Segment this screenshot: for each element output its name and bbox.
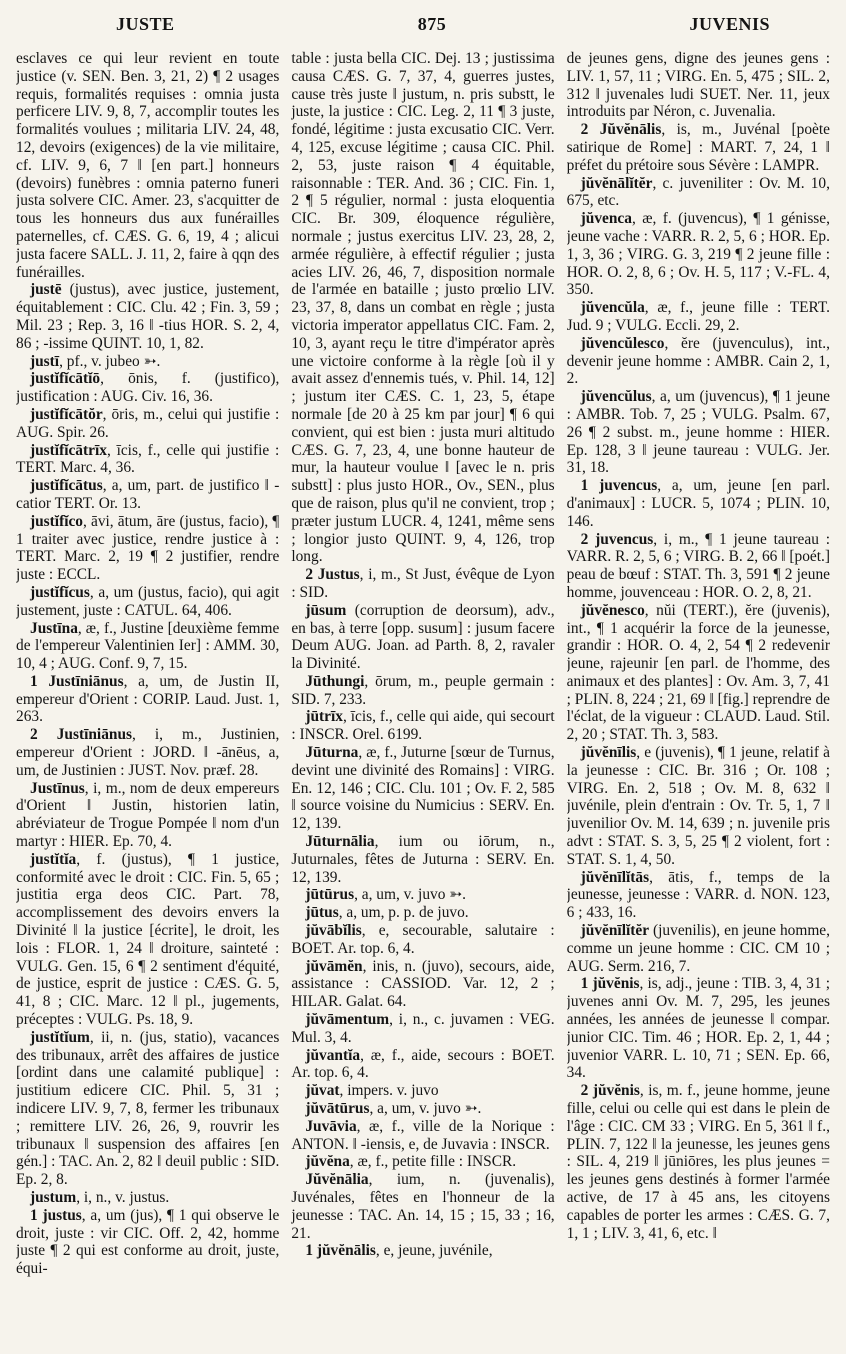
dictionary-entry bbox=[291, 922, 554, 958]
entry-headword: Jūturna bbox=[305, 744, 359, 762]
entry-headword: 1 justus bbox=[30, 1206, 82, 1224]
dictionary-entry bbox=[291, 1153, 554, 1171]
entry-headword: justĭfĭcātrīx bbox=[30, 441, 107, 459]
entry-definition: , e, secourable, salutaire : BOET. Ar. top. 6, 4. bbox=[291, 922, 555, 957]
dictionary-entry bbox=[291, 1118, 554, 1154]
entry-definition: , c. juveniliter : Ov. M. 10, 675, etc. bbox=[566, 174, 830, 210]
entry-headword: justĭfĭcātŏr bbox=[30, 405, 103, 423]
entry-definition: , a, um (jus), ¶ 1 qui observe le droit, juste : vir CIC. Off. 2, 42, homme juste ¶ 2 qui est conforme au droit, juste, équi- bbox=[16, 1206, 280, 1278]
dictionary-entry bbox=[291, 744, 554, 833]
dictionary-entry bbox=[567, 1082, 830, 1242]
entry-headword: jŭvencŭlesco bbox=[580, 334, 665, 352]
entry-headword: 2 jŭvĕnis bbox=[580, 1082, 640, 1100]
dictionary-entry bbox=[567, 922, 830, 975]
dictionary-entry bbox=[291, 50, 554, 566]
entry-headword: jŭvĕnesco bbox=[580, 601, 645, 619]
entry-definition: , a, um, v. juvo ➳. bbox=[369, 1100, 482, 1118]
dictionary-entry bbox=[16, 281, 279, 352]
entry-headword: jŭvat bbox=[305, 1082, 340, 1100]
entry-definition: , a, um, de Justin II, empereur d'Orient : CORIP. Laud. Just. 1, 263. bbox=[16, 672, 280, 726]
entry-headword: Juvāvia bbox=[305, 1117, 357, 1135]
entry-headword: jŭvāmentum bbox=[305, 1011, 390, 1029]
entry-headword: 2 Justīniānus bbox=[30, 726, 133, 744]
entry-definition: , pf., v. jubeo ➳. bbox=[59, 352, 161, 370]
dictionary-entry bbox=[16, 370, 279, 406]
entry-headword: Justīnus bbox=[30, 779, 85, 797]
entry-definition: , æ, f. (juvencus), ¶ 1 génisse, jeune vache : VARR. R. 2, 5, 6 ; HOR. Ep. 1, 3, 36 ; VIRG. G. 3, 219 ¶ 2 jeune fille : HOR. O. 2, 8, 6 ; Ov. H. 5, 117 ; V.-FL. 4, 350. bbox=[566, 210, 830, 299]
entry-headword: jŭvencŭlus bbox=[580, 388, 652, 406]
entry-definition: , æ, f., ville de la Norique : ANTON. ‖ -iensis, e, de Juvavia : INSCR. bbox=[291, 1117, 555, 1153]
dictionary-entry bbox=[567, 477, 830, 530]
entry-headword: 2 Justus bbox=[305, 566, 360, 584]
entry-definition: , e (juvenis), ¶ 1 jeune, relatif à la jeunesse : CIC. Br. 316 ; Or. 108 ; VIRG. En. 2, 518 ; Ov. M. 8, 632 ‖ juvénile, plein d'entrain : Ov. Tr. 5, 1, 7 ‖ juvenilior Ov. M. 14, 639 ; n. juvenile pris advt : STAT. S. 3, 5, 25 ¶ 2 violent, fort : STAT. S. 1, 4, 50. bbox=[566, 744, 830, 868]
dictionary-entry bbox=[16, 726, 279, 779]
dictionary-entry bbox=[291, 1242, 554, 1260]
entry-definition: , ii, n. (jus, statio), vacances des tribunaux, arrêt des affaires de justice [ordint dans une calamité publique] : justitium edicere CIC. Phil. 5, 31 ; indicere LIV. 9, 7, 8, fermer les tribunaux ; remittere LIV. 26, 26, 9, rouvrir les tribunaux ‖ suspension des affaires [en gén.] : TAC. An. 2, 82 ‖ deuil public : SID. Ep. 2, 8. bbox=[16, 1028, 280, 1189]
entry-definition: , æ, f., Juturne [sœur de Turnus, devint une divinité des Romains] : VIRG. En. 12, 146 ; CIC. Clu. 101 ; Ov. F. 2, 585 ‖ source voisine du Numicius : SERV. En. 12, 139. bbox=[291, 744, 555, 833]
entry-headword: justĭfĭco bbox=[30, 512, 84, 530]
entry-headword: justĭfĭcus bbox=[30, 583, 90, 601]
dictionary-entry bbox=[567, 335, 830, 388]
entry-definition: , æ, f., Justine [deuxième femme de l'empereur Valentinien Ier] : AMM. 30, 10, 4 ; AUG. Conf. 9, 7, 15. bbox=[16, 619, 280, 673]
entry-definition: esclaves ce qui leur revient en toute justice (v. SEN. Ben. 3, 21, 2) ¶ 2 usages requis, formalités requises : omnia justa perficere LIV. 9, 8, 7, accomplir toutes les formalités voulues ; militaria LIV. 24, 48, 12, devoirs (exigences) de la vie militaire, cf. LIV. 9, 6, 7 ‖ [en part.] honneurs (devoirs) funèbres : omnia paterno funeri justa solvere CIC. Amer. 23, s'acquitter de tous les honneurs dus aux funérailles paternelles, cf. CÆS. G. 6, 19, 4 ; alicui justa facere SALL. J. 11, 2, faire à qqn des funérailles. bbox=[16, 50, 280, 281]
entry-headword: jŭvantĭa bbox=[305, 1046, 361, 1064]
entry-definition: , is, m., Juvénal [poète satirique de Rome] : MART. 7, 24, 1 ‖ préfet du prétoire sous Sévère : LAMPR. bbox=[566, 121, 830, 174]
dictionary-entry bbox=[16, 442, 279, 478]
dictionary-entry bbox=[567, 50, 830, 121]
entry-headword: 1 jŭvĕnis bbox=[580, 975, 640, 993]
entry-definition: , i, m., Justinien, empereur d'Orient : JORD. ‖ -ānēus, a, um, de Justinien : JUST. Nov. præf. 28. bbox=[16, 726, 280, 779]
dictionary-entry bbox=[567, 869, 830, 922]
entry-headword: jŭvĕnīlis bbox=[580, 744, 637, 762]
dictionary-entry bbox=[291, 602, 554, 673]
dictionary-entry bbox=[16, 406, 279, 442]
dictionary-entry bbox=[16, 50, 279, 281]
dictionary-entry bbox=[291, 673, 554, 709]
entry-definition: , ium ou iōrum, n., Juturnales, fêtes de Juturna : SERV. En. 12, 139. bbox=[291, 833, 555, 886]
entry-definition: , ātis, f., temps de la jeunesse, jeunesse : VARR. d. NON. 123, 6 ; 433, 16. bbox=[566, 868, 830, 922]
entry-headword: justĭfĭcātĭō bbox=[30, 370, 101, 388]
entry-headword: justĭtĭum bbox=[30, 1028, 90, 1046]
dictionary-entry bbox=[291, 1082, 554, 1100]
dictionary-entry bbox=[16, 1189, 279, 1207]
dictionary-entry bbox=[16, 1029, 279, 1189]
entry-headword: jŭvencŭla bbox=[580, 299, 645, 317]
entry-definition: , a, um, v. juvo ➳. bbox=[354, 886, 467, 904]
entry-definition: , æ, f., aide, secours : BOET. Ar. top. 6, 4. bbox=[291, 1046, 555, 1082]
columns bbox=[16, 50, 830, 1350]
entry-definition: , impers. v. juvo bbox=[339, 1082, 439, 1100]
dictionary-entry bbox=[291, 708, 554, 744]
entry-headword: Justīna bbox=[30, 619, 78, 637]
entry-headword: jŭvābĭlis bbox=[305, 922, 362, 940]
entry-definition: , nŭi (TERT.), ĕre (juvenis), int., ¶ 1 acquérir la force de la jeunesse, grandir : HOR. O. 4, 2, 54 ¶ 2 redevenir jeune, rajeunir [en parl. de l'homme, des animaux et des plantes] : Ov. Am. 3, 7, 41 ; PLIN. 8, 224 ; 21, 69 ‖ [fig.] reprendre de l'éclat, de la vigueur : CLAUD. Laud. Stil. 2, 20 ; STAT. Th. 3, 583. bbox=[566, 601, 830, 744]
dictionary-entry bbox=[567, 299, 830, 335]
entry-definition: , ōnis, f. (justifico), justification : AUG. Civ. 16, 36. bbox=[16, 370, 280, 406]
dictionary-entry bbox=[291, 1047, 554, 1083]
entry-definition: , a, um, jeune [en parl. d'animaux] : LUCR. 5, 1074 ; PLIN. 10, 146. bbox=[566, 477, 830, 530]
column-right bbox=[567, 50, 830, 1350]
entry-headword: 2 Jŭvĕnālis bbox=[580, 121, 662, 139]
entry-headword: jŭvāmĕn bbox=[305, 957, 363, 975]
entry-definition: , īcis, f., celle qui justifie : TERT. Marc. 4, 36. bbox=[16, 441, 280, 477]
entry-headword: jŭvātūrus bbox=[305, 1100, 370, 1118]
entry-headword: jūtus bbox=[305, 904, 339, 922]
page-number: 875 bbox=[417, 14, 447, 34]
running-head-right: JUVENIS bbox=[689, 14, 770, 34]
dictionary-entry bbox=[16, 1207, 279, 1278]
entry-definition: , ium, n. (juvenalis), Juvénales, fêtes en l'honneur de la jeunesse : TAC. An. 14, 15 ; 15, 33 ; 16, 21. bbox=[291, 1171, 555, 1242]
entry-headword: Jŭvĕnālia bbox=[305, 1171, 369, 1189]
dictionary-entry bbox=[567, 975, 830, 1082]
entry-headword: 1 juvencus bbox=[580, 477, 658, 495]
dictionary-entry bbox=[16, 477, 279, 513]
entry-definition: , f. (justus), ¶ 1 justice, conformité avec le droit : CIC. Fin. 5, 65 ; justitia erga deos CIC. Part. 78, accomplissement des devoirs envers la Divinité ‖ la justice [écrite], le droit, les lois : FLOR. 1, 24 ‖ droiture, sainteté : VULG. Gen. 15, 6 ¶ 2 sentiment d'équité, de justice, esprit de justice : CÆS. G. 5, 41, 8 ; CIC. Marc. 12 ‖ pl., jugements, préceptes : VULG. Ps. 18, 9. bbox=[16, 850, 280, 1029]
entry-headword: jūsum bbox=[305, 601, 347, 619]
dictionary-entry bbox=[567, 388, 830, 477]
entry-definition: de jeunes gens, digne des jeunes gens : LIV. 1, 57, 11 ; VIRG. En. 5, 475 ; SIL. 2, 312 ‖ juvenales ludi SUET. Ner. 11, jeux introduits par Néron, c. Juvenalia. bbox=[566, 50, 830, 121]
dictionary-entry bbox=[291, 833, 554, 886]
entry-definition: (juvenilis), en jeune homme, comme un jeune homme : CIC. CM 10 ; AUG. Serm. 216, 7. bbox=[566, 922, 830, 975]
entry-headword: justī bbox=[30, 352, 60, 370]
dictionary-entry bbox=[291, 1011, 554, 1047]
dictionary-entry bbox=[567, 531, 830, 602]
entry-headword: jŭvĕnīlĭtās bbox=[580, 868, 650, 886]
entry-headword: Jūturnālia bbox=[305, 833, 375, 851]
dictionary-entry bbox=[16, 353, 279, 371]
running-head-left: JUSTE bbox=[116, 14, 175, 34]
entry-definition: , ĕre (juvenculus), int., devenir jeune homme : AMBR. Cain 2, 1, 2. bbox=[566, 334, 830, 388]
entry-definition: , i, n., v. justus. bbox=[76, 1189, 170, 1206]
entry-headword: jūtūrus bbox=[305, 886, 355, 904]
entry-definition: , āvi, ātum, āre (justus, facio), ¶ 1 traiter avec justice, rendre justice à : TERT. Marc. 2, 19 ¶ 2 justifier, rendre juste : ECCL. bbox=[16, 512, 280, 584]
entry-headword: 1 jŭvĕnālis bbox=[305, 1242, 376, 1260]
dictionary-entry bbox=[567, 744, 830, 869]
dictionary-entry bbox=[567, 121, 830, 174]
entry-definition: , a, um, part. de justifico ‖ -catior TERT. Or. 13. bbox=[16, 477, 280, 512]
entry-headword: Jūthungi bbox=[305, 672, 365, 690]
entry-definition: , is, adj., jeune : TIB. 3, 4, 31 ; juvenes anni Ov. M. 7, 295, les jeunes années, les années de jeunesse ‖ compar. junior CIC. Tim. 46 ; HOR. Ep. 2, 1, 44 ; juvenior VARR. L. 10, 71 ; SEN. Ep. 66, 34. bbox=[566, 975, 830, 1082]
entry-headword: jūtrīx bbox=[305, 708, 343, 726]
entry-definition: , ōrum, m., peuple germain : SID. 7, 233. bbox=[291, 672, 555, 708]
entry-headword: justē bbox=[30, 281, 62, 299]
dictionary-entry bbox=[16, 584, 279, 620]
entry-headword: justĭtĭa bbox=[30, 850, 77, 868]
dictionary-entry bbox=[16, 620, 279, 673]
page-header bbox=[16, 14, 830, 50]
dictionary-entry bbox=[291, 958, 554, 1011]
entry-definition: , a, um (justus, facio), qui agit justement, juste : CATUL. 64, 406. bbox=[16, 583, 280, 619]
dictionary-entry bbox=[16, 513, 279, 584]
entry-definition: , ōris, m., celui qui justifie : AUG. Spir. 26. bbox=[16, 405, 280, 441]
dictionary-entry bbox=[291, 886, 554, 904]
dictionary-entry bbox=[16, 673, 279, 726]
dictionary-entry bbox=[291, 1100, 554, 1118]
entry-definition: , a, um (juvencus), ¶ 1 jeune : AMBR. Tob. 7, 25 ; VULG. Psalm. 67, 26 ¶ 2 subst. m., jeune homme : HIER. Ep. 128, 3 ‖ jeune taureau : VULG. Jer. 31, 18. bbox=[566, 388, 830, 477]
entry-definition: , īcis, f., celle qui aide, qui secourt : INSCR. Orel. 6199. bbox=[291, 708, 555, 744]
dictionary-entry bbox=[291, 566, 554, 602]
entry-definition: , æ, f., petite fille : INSCR. bbox=[349, 1153, 517, 1171]
entry-headword: jŭvĕnīlĭtĕr bbox=[580, 922, 650, 940]
entry-headword: 2 juvencus bbox=[580, 530, 654, 548]
dictionary-entry bbox=[567, 602, 830, 744]
column-middle bbox=[291, 50, 554, 1350]
entry-headword: 1 Justīniānus bbox=[30, 672, 124, 690]
entry-definition: , e, jeune, juvénile, bbox=[375, 1242, 493, 1260]
dictionary-entry bbox=[16, 780, 279, 851]
dictionary-entry bbox=[16, 851, 279, 1029]
dictionary-entry bbox=[567, 175, 830, 211]
dictionary-entry bbox=[291, 1171, 554, 1242]
entry-definition: , i, m., ¶ 1 jeune taureau : VARR. R. 2, 5, 6 ; VIRG. B. 2, 66 ‖ [poét.] peau de bœuf : STAT. Th. 3, 591 ¶ 2 jeune homme, jouvenceau : HOR. O. 2, 8, 21. bbox=[566, 530, 830, 601]
entry-definition: , inis, n. (juvo), secours, aide, assistance : CASSIOD. Var. 12, 2 ; HILAR. Galat. 64. bbox=[291, 957, 555, 1011]
entry-headword: justĭfĭcātus bbox=[30, 477, 103, 495]
entry-headword: jŭvenca bbox=[580, 210, 632, 228]
entry-headword: justum bbox=[30, 1189, 77, 1206]
entry-definition: (corruption de deorsum), adv., en bas, à terre [opp. susum] : jusum facere Deum AUG. Joan. ad Parth. 8, 2, ravaler la Divinité. bbox=[291, 601, 555, 673]
column-left bbox=[16, 50, 279, 1350]
entry-definition: , i, n., c. juvamen : VEG. Mul. 3, 4. bbox=[291, 1011, 555, 1046]
dictionary-entry bbox=[567, 210, 830, 299]
entry-headword: jŭvĕna bbox=[305, 1153, 350, 1171]
entry-definition: (justus), avec justice, justement, équitablement : CIC. Clu. 42 ; Fin. 3, 59 ; Mil. 23 ; Rep. 3, 16 ‖ -tius HOR. S. 2, 4, 86 ; -issime QUINT. 10, 1, 82. bbox=[16, 281, 280, 352]
entry-definition: , is, m. f., jeune homme, jeune fille, celui ou celle qui est dans le plein de l'âge : CIC. CM 33 ; VIRG. En 5, 361 ‖ f., PLIN. 7, 122 ‖ la jeunesse, les jeunes gens : SIL. 4, 219 ‖ jūniōres, les plus jeunes = les jeunes gens destinés à former l'armée active, de 17 à 45 ans, les citoyens capables de porter les armes : CÆS. G. 7, 1, 1 ; LIV. 3, 41, 6, etc. ‖ bbox=[566, 1082, 830, 1242]
entry-definition: table : justa bella CIC. Dej. 13 ; justissima causa CÆS. G. 7, 37, 4, guerres justes, cause très juste ‖ justum, n. pris substt, le juste, la justice : CIC. Leg. 2, 11 ¶ 3 juste, fondé, légitime : justa excusatio CIC. Verr. 4, 125, excuse légitime ; causa CIC. Phil. 2, 53, juste raison ¶ 4 équitable, raisonnable : TER. And. 36 ; CIC. Fin. 1, 2 ¶ 5 régulier, normal : justa eloquentia CIC. Br. 309, éloquence régulière, normale ; justus exercitus LIV. 23, 28, 2, armée régulière, à effectif régulier ; justa acies LIV. 26, 46, 7, disposition normale de l'armée en bataille ; justo prœlio LIV. 23, 37, 8, dans un combat en règle ; justa victoria imperator appellatus CIC. Fam. 2, 10, 3, ayant reçu le titre d'impérator après une victoire conforme à la règle [où il y avait assez d'ennemis tués, v. Phil. 14, 12] ; justum iter CÆS. C. 1, 23, 5, étape normale [de 20 à 25 km par jour] ¶ 6 qui convient, qui est bien : justa muri altitudo CÆS. G. 7, 23, 4, une bonne hauteur de mur, la hauteur voulue ‖ [avec le n. pris substt] : plus justo HOR., Ov., SEN., plus que de raison, plus qu'il ne convient, trop ; præter justum LUCR. 4, 1241, même sens ; longior justo QUINT. 9, 4, 126, trop long. bbox=[291, 50, 555, 566]
entry-definition: , æ, f., jeune fille : TERT. Jud. 9 ; VULG. Eccli. 29, 2. bbox=[566, 299, 830, 334]
entry-definition: , a, um, p. p. de juvo. bbox=[338, 904, 469, 922]
entry-definition: , i, m., nom de deux empereurs d'Orient ‖ Justin, historien latin, abréviateur de Trogue Pompée ‖ nom d'un martyr : HIER. Ep. 70, 4. bbox=[16, 779, 280, 851]
entry-headword: jŭvĕnālĭtĕr bbox=[580, 174, 653, 192]
entry-definition: , i, m., St Just, évêque de Lyon : SID. bbox=[291, 566, 555, 601]
dictionary-entry bbox=[291, 904, 554, 922]
